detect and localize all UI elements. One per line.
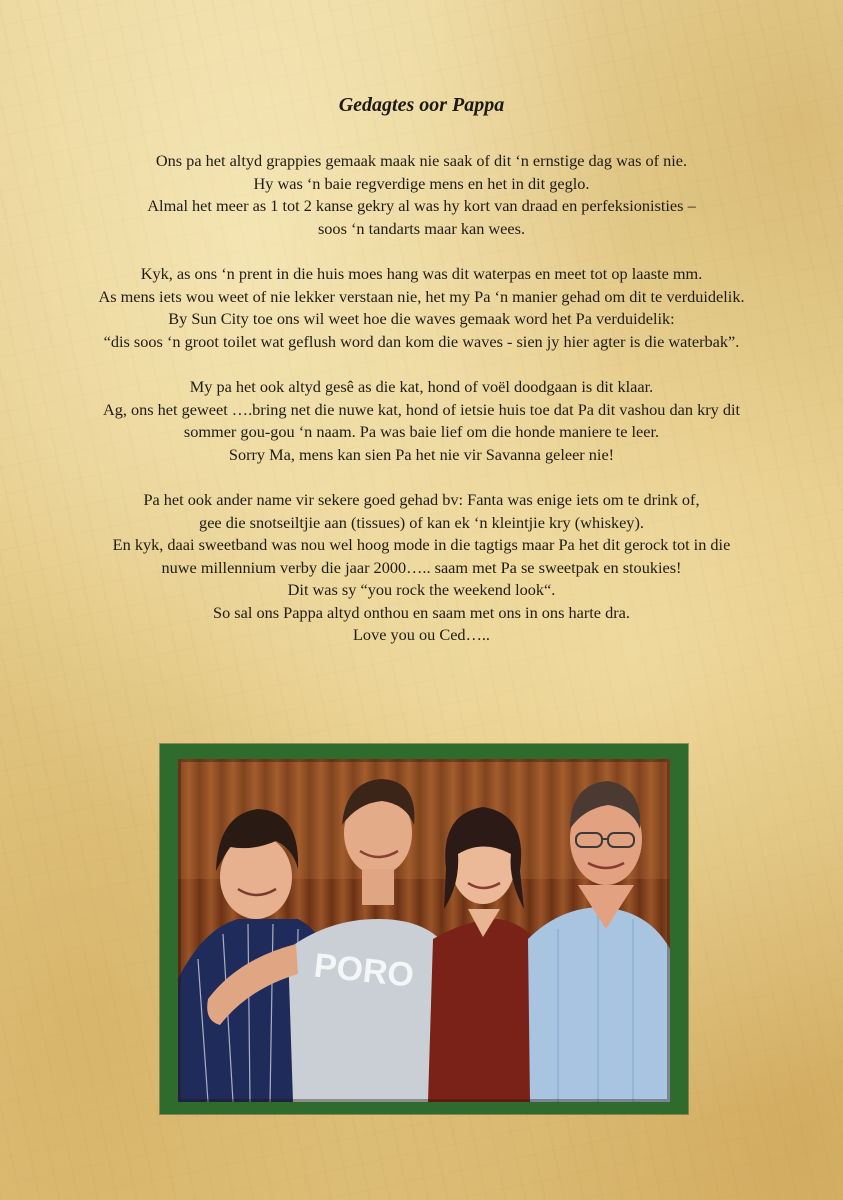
text-line: En kyk, daai sweetband was nou wel hoog mode in die tagtigs maar Pa het dit gerock tot in die [112, 535, 731, 555]
text-line: Hy was ‘n baie regverdige mens en het in dit geglo. [253, 173, 590, 193]
text-line: So sal ons Pappa altyd onthou en saam met ons in ons harte dra. [213, 602, 630, 622]
text-line: sommer gou-gou ‘n naam. Pa was baie lief om die honde maniere te leer. [183, 422, 660, 442]
text-line: By Sun City toe ons wil weet hoe die waves gemaak word het Pa verduidelik: [168, 309, 675, 329]
text-line: Kyk, as ons ‘n prent in die huis moes hang was dit waterpas en meet tot op laaste mm. [140, 263, 703, 283]
page-title: Gedagtes oor Pappa [338, 94, 505, 116]
shirt-print-text: PORO [312, 946, 416, 995]
text-line: nuwe millennium verby die jaar 2000….. saam met Pa se sweetpak en stoukies! [161, 557, 682, 577]
paragraph-3 [20, 376, 823, 466]
text-line: gee die snotseiltjie aan (tissues) of kan ek ‘n kleintjie kry (whiskey). [199, 512, 644, 532]
text-line: Almal het meer as 1 tot 2 kanse gekry al was hy kort van draad en perfeksionisties – [147, 196, 696, 216]
text-line: Ons pa het altyd grappies gemaak maak nie saak of dit ‘n ernstige dag was of nie. [155, 151, 688, 170]
text-line: Pa het ook ander name vir sekere goed gehad bv: Fanta was enige iets om te drink of, [143, 489, 700, 509]
paragraph-2 [20, 263, 823, 353]
text-line: Sorry Ma, mens kan sien Pa het nie vir Savanna geleer nie! [228, 444, 615, 464]
photo-frame [160, 744, 688, 1114]
text-line: soos ‘n tandarts maar kan wees. [317, 218, 526, 238]
family-photo [178, 759, 670, 1102]
family-photo-illustration [178, 759, 670, 1102]
text-line: Ag, ons het geweet ….bring net die nuwe kat, hond of ietsie huis toe dat Pa dit vashou dan kry dit [102, 399, 741, 419]
text-line: My pa het ook altyd gesê as die kat, hond of voël doodgaan is dit klaar. [189, 376, 654, 396]
paragraph-4 [20, 489, 823, 647]
text-line: Dit was sy “you rock the weekend look“. [287, 580, 556, 600]
text-line: “dis soos ‘n groot toilet wat geflush word dan kom die waves - sien jy hier agter is die waterbak”. [103, 331, 740, 351]
memorial-text [20, 150, 823, 670]
paragraph-1 [20, 150, 823, 240]
text-line: As mens iets wou weet of nie lekker verstaan nie, het my Pa ‘n manier gehad om dit te verduidelik. [98, 286, 745, 306]
text-line: Love you ou Ced….. [352, 625, 490, 645]
